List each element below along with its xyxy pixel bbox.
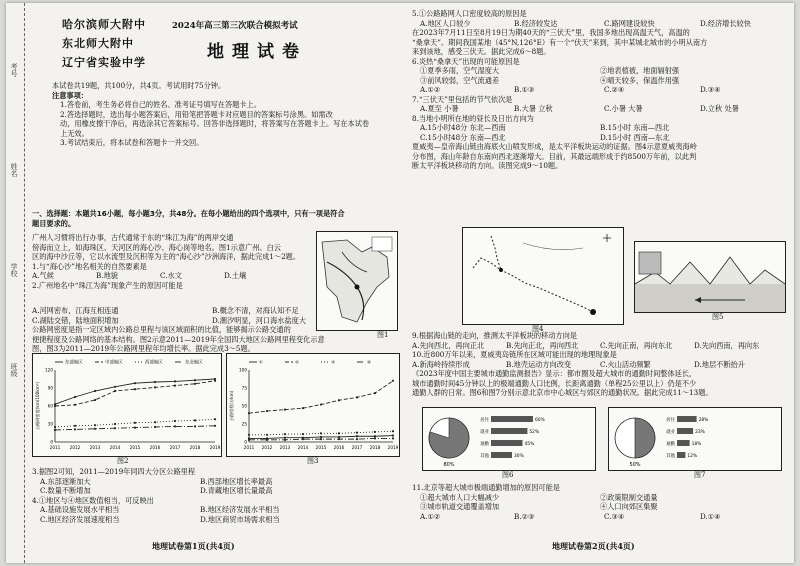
passage-line: “桑拿天”。期间我国某地（45°N,126°E）有一个“伏天”来到，其中某城北城市的小明从南方: [412, 37, 708, 47]
data-point: [214, 425, 216, 427]
y-tick-label: 75: [241, 385, 247, 391]
bar-value-label: 45%: [524, 442, 535, 447]
x-tick-label: 2014: [109, 445, 121, 450]
x-tick-label: 2014: [297, 445, 309, 450]
data-point: [114, 390, 116, 392]
data-point: [266, 410, 268, 412]
x-tick-label: 2015: [129, 445, 141, 450]
y-tick-label: 0: [244, 439, 247, 445]
instruction-item: 2.答选择题时，选出每小题答案后，用铅笔把答题卡对应题目的答案标号涂黑。如需改: [60, 109, 333, 119]
data-point: [284, 409, 286, 411]
option: ②地表植被，地面辐射强: [600, 66, 680, 75]
bar: [491, 452, 512, 458]
data-point: [194, 383, 196, 385]
data-point: [356, 396, 358, 398]
data-point: [266, 439, 268, 441]
figure-6-svg: [423, 408, 595, 470]
data-point: [54, 426, 56, 428]
option: D.立秋 处暑: [700, 104, 739, 113]
bar: [491, 416, 533, 422]
bar-value-label: 23%: [695, 430, 705, 435]
question-stem: 9.根据海山链的走向，推测太平洋板块的移动方向是: [412, 331, 577, 340]
question-stem: 5.①公路路网人口密度较高的原因是: [412, 9, 527, 18]
instruction-item: 1.答卷前，考生务必将自己的姓名、准考证号填写在答题卡上。: [60, 100, 261, 109]
data-point: [374, 392, 376, 394]
data-point: [114, 427, 116, 429]
passage-line: 傍海而立上，如海珠区、天河区的海心沙、海心岗等地名。图1示意广州、白云: [32, 242, 281, 252]
series-line: [55, 381, 215, 406]
option: A.东部逐渐加大: [40, 476, 91, 486]
data-point: [302, 438, 304, 440]
data-point: [174, 385, 176, 387]
bar: [677, 428, 693, 434]
option: D.青藏地区增长量最高: [200, 486, 273, 495]
bar-category-label: 就业: [666, 430, 675, 435]
data-point: [74, 428, 76, 430]
figure-3-svg: [227, 354, 399, 456]
option: D.①④: [700, 511, 721, 521]
option: D.土壤: [224, 271, 247, 280]
exam-title: 2024年高三第三次联合模拟考试: [172, 21, 298, 31]
passage-line: 《2023年度中国主要城市通勤监测报告》显示：都市圈及超大城市的通勤时间整体延长，: [412, 369, 697, 378]
x-tick-label: 2019: [387, 445, 399, 450]
legend-label: ④: [367, 360, 371, 366]
data-point: [74, 404, 76, 406]
x-tick-label: 2012: [69, 445, 81, 450]
option: A.新海岭持续形成: [412, 359, 470, 369]
option: A.地区人口较少: [420, 18, 471, 28]
bar-value-label: 30%: [514, 454, 524, 459]
question-stem: 2.广州地名中“珠江为海”现象产生的原因可能是: [32, 280, 183, 290]
figure-4-map: [462, 227, 624, 325]
data-point: [248, 434, 250, 436]
section-title: 题目要求的。: [32, 218, 76, 228]
question-stem: 11.北京等超大城市极端通勤增加的原因可能是: [412, 483, 560, 492]
option: B.②③: [514, 511, 535, 521]
x-tick-label: 2015: [315, 445, 327, 450]
passage-line: 公路网密度是指一定区域内公路总里程与该区域面积的比值，能够揭示公路交通的: [32, 325, 291, 334]
data-point: [54, 429, 56, 431]
data-point: [338, 438, 340, 440]
data-point: [94, 424, 96, 426]
passage-line: 城市通勤时间45分钟以上的极端通勤人口比例，长距离通勤（单程25公里以上）仍是不少: [412, 378, 697, 388]
option: B.先向正北，再向西北: [506, 340, 579, 350]
data-point: [134, 427, 136, 429]
y-tick-label: 60: [47, 403, 53, 409]
x-tick-label: 2013: [279, 445, 291, 450]
bar-value-label: 12%: [687, 454, 698, 459]
option: B.地貌: [96, 271, 118, 280]
bar-category-label: 居住: [480, 418, 489, 423]
bar-value-label: 18%: [691, 442, 702, 447]
data-point: [266, 434, 268, 436]
passage-line: 在2023年7月11日至8月19日为期40天的“三伏天”里，我国多地出现高温天气，高温的: [412, 28, 690, 37]
passage-line: 来到该地，感受三伏天。据此完成6～8题。: [412, 47, 551, 56]
data-point: [74, 396, 76, 398]
x-tick-label: 2018: [369, 445, 381, 450]
option: ④晴天较多，保温作用强: [600, 75, 680, 85]
y-tick-label: 25: [241, 421, 247, 427]
binding-label: 考号: [10, 63, 18, 77]
binding-label: 班级: [10, 363, 18, 377]
map-graphic: [317, 232, 397, 330]
instruction-item: 上无效。: [60, 128, 89, 138]
option: C.小暑 大暑: [604, 104, 643, 113]
option: B.大暑 立秋: [514, 104, 553, 113]
option: A.15小时48分 东北—西南: [420, 123, 506, 132]
seamount-map: [463, 228, 623, 324]
page-2: [412, 9, 788, 557]
figure-2-chart: [32, 353, 222, 457]
data-point: [194, 425, 196, 427]
x-tick-label: 2016: [149, 445, 161, 450]
option: B.经济较发达: [514, 18, 558, 28]
option: A.①②: [420, 85, 441, 94]
option: D.经济增长较快: [700, 18, 751, 28]
section-title: 一、选择题：本题共16小题，每小题3分，共48分。在每小题给出的四个选项中，只有一项是符合: [32, 209, 345, 218]
data-point: [284, 437, 286, 439]
option: B.概念不清，对海认知不足: [212, 306, 299, 315]
data-point: [248, 439, 250, 441]
data-point: [134, 388, 136, 390]
question-stem: 4.①地区与④地区数值相当，可反映出: [32, 495, 154, 505]
data-point: [374, 435, 376, 437]
x-tick-label: 2012: [261, 445, 273, 450]
school-name: 东北师大附中: [62, 37, 134, 50]
data-point: [320, 432, 322, 434]
questions-9-10: [412, 331, 788, 398]
data-point: [284, 439, 286, 441]
option: A.气候: [32, 271, 54, 280]
instructions: [52, 81, 397, 148]
option: C.数量不断增加: [40, 486, 91, 495]
data-point: [392, 434, 394, 436]
x-tick-label: 2013: [89, 445, 101, 450]
data-point: [302, 407, 304, 409]
data-point: [374, 431, 376, 433]
x-tick-label: 2019: [209, 445, 221, 450]
option: D.地区商贸市场需求相当: [200, 514, 280, 524]
figure-6-chart: [422, 407, 596, 471]
legend-label: 中部地区: [105, 360, 123, 366]
questions-3-4: [32, 467, 400, 524]
data-point: [114, 423, 116, 425]
passage-1: [32, 233, 304, 290]
y-tick-label: 50: [241, 403, 247, 409]
legend-label: ②: [295, 360, 299, 366]
figure-label: 图7: [694, 471, 706, 479]
option: ③城市轨道交通覆盖增加: [420, 502, 500, 511]
option: ①夏季多雨，空气湿度大: [420, 66, 500, 75]
x-tick-label: 2011: [243, 445, 255, 450]
option: B.①③: [514, 85, 535, 94]
bar-category-label: 通勤: [666, 442, 675, 447]
figure-7-chart: [608, 407, 782, 471]
data-point: [392, 430, 394, 432]
data-point: [154, 421, 156, 423]
option: D.15小时 西南—东北: [600, 132, 670, 142]
school-name: 辽宁省实验中学: [62, 56, 146, 69]
bar-value-label: 28%: [698, 418, 709, 423]
option: C.湖陆交错，陆地面积增加: [32, 315, 119, 325]
data-point: [154, 386, 156, 388]
data-point: [194, 379, 196, 381]
passage-line: 图，图3为2011—2019年公路网里程年均增长率。据此完成3～5题。: [32, 344, 255, 353]
figure-1-map: [316, 231, 398, 331]
option: C.③④: [604, 511, 625, 521]
legend-label: ③: [331, 360, 335, 366]
question-11: [412, 483, 788, 521]
data-point: [392, 380, 394, 382]
data-point: [54, 405, 56, 407]
bar: [677, 452, 685, 458]
section-1-title: [32, 209, 400, 228]
data-point: [356, 435, 358, 437]
data-point: [356, 438, 358, 440]
data-point: [174, 425, 176, 427]
bar-category-label: 居住: [666, 418, 675, 423]
legend-label: 东部地区: [65, 360, 83, 366]
passage-line: 广州人习惯将出行办事，古代通常于东的“珠江为海”的两岸交通: [32, 233, 234, 242]
x-tick-label: 2018: [189, 445, 201, 450]
data-point: [194, 419, 196, 421]
question-stem: 3.据图2可知，2011—2019年同四大分区公路里程: [32, 467, 196, 476]
figure-label: 图2: [117, 457, 129, 465]
option: C.地区经济发展速度相当: [40, 514, 120, 524]
bar: [491, 428, 527, 434]
option: D.③④: [700, 85, 721, 94]
option: D.先向西南，再向东: [694, 340, 760, 350]
option: C.②④: [604, 85, 625, 94]
bar: [677, 416, 697, 422]
data-point: [284, 433, 286, 435]
bar: [491, 440, 523, 446]
question-stem: 7.“三伏天”里包括的节气依次是: [412, 94, 513, 104]
data-point: [174, 380, 176, 382]
option: ③前风较弱，空气流通差: [420, 75, 500, 85]
instruction-item: 3.考试结束后，将本试卷和答题卡一并交回。: [60, 138, 204, 147]
legend-label: ①: [259, 360, 263, 366]
bar-category-label: 通勤: [480, 442, 489, 447]
data-point: [302, 433, 304, 435]
data-point: [94, 390, 96, 392]
figure-5-diagram: [634, 241, 786, 313]
option: C.先向正南，再向东北: [600, 340, 673, 350]
passage-line: 通勤人群的日常。图6和图7分别示意北京市中心城区与郊区的通勤状况。据此完成11～13题。: [412, 388, 713, 397]
data-point: [74, 425, 76, 427]
figure-label: 图5: [712, 313, 724, 321]
pie-slice: [635, 418, 655, 458]
option: C.路网建设较快: [604, 18, 655, 28]
bar: [677, 440, 690, 446]
question-stem: 1.与“海心沙”地名相关的自然要素是: [32, 261, 147, 271]
data-point: [248, 412, 250, 414]
instructions-heading: 注意事项：: [52, 90, 88, 100]
subject-title: 地理试卷: [207, 42, 307, 62]
passage-line: 便捷程度及公路网络的基本结构。图2示意2011—2019年全国四大地区公路网里程变化示意: [32, 334, 325, 344]
data-point: [214, 418, 216, 420]
option: C.火山活动频繁: [600, 359, 651, 369]
option: A.基础设施发展水平相当: [40, 505, 120, 514]
page-1: [32, 9, 400, 557]
question-stem: 8.当地小明所在地的昼长及日出方向为: [412, 113, 534, 123]
pie-value-label: 80%: [443, 462, 455, 468]
y-tick-label: 90: [47, 385, 53, 391]
data-point: [356, 432, 358, 434]
option: D.地层不断抬升: [694, 359, 745, 369]
figure-3-chart: [226, 353, 400, 457]
question-options: [32, 271, 304, 281]
binding-margin: [6, 3, 25, 563]
passage-line: 夏威夷—皇帝海山链由海底火山喷发形成，是太平洋板块运动的证据。图4示意夏威夷海岭: [412, 142, 697, 151]
option: A.河网密布，江海互相连通: [32, 306, 119, 315]
data-point: [94, 399, 96, 401]
exam-sheet: [6, 3, 794, 563]
legend-label: 东北地区: [185, 360, 203, 366]
data-point: [320, 436, 322, 438]
passage-line: 区的海中沙丘等，它以水流型及沉积等为主的“海心沙”沙洲海洋，据此完成1～2题。: [32, 252, 301, 261]
figure-label: 图4: [532, 325, 544, 333]
data-point: [320, 403, 322, 405]
figure-label: 图1: [377, 331, 389, 339]
option: ②政策限制交通量: [600, 492, 658, 502]
option: A.①②: [420, 511, 441, 521]
data-point: [174, 420, 176, 422]
bar-category-label: 就业: [480, 430, 489, 435]
option: C.水文: [160, 271, 182, 280]
x-tick-label: 2016: [333, 445, 345, 450]
data-point: [320, 438, 322, 440]
pie-value-label: 50%: [629, 462, 641, 468]
option: B.15小时 东南—西北: [600, 123, 670, 132]
y-tick-label: 120: [45, 367, 53, 373]
y-tick-label: 0: [50, 439, 53, 445]
data-point: [94, 428, 96, 430]
x-tick-label: 2017: [169, 445, 181, 450]
option: A.先向西北，再向正北: [412, 340, 485, 350]
option: A.夏至 小暑: [420, 104, 459, 113]
data-point: [214, 380, 216, 382]
option: B.地壳运动方向改变: [506, 359, 572, 369]
figure-7-svg: [609, 408, 781, 470]
bar-value-label: 60%: [535, 418, 545, 423]
option: ④人口向郊区集聚: [600, 502, 658, 511]
data-point: [338, 436, 340, 438]
data-point: [134, 422, 136, 424]
data-point: [338, 399, 340, 401]
instruction-item: 动，用橡皮擦干净后，再选涂其它答案标号。回答非选择题时，将答案写在答题卡上。写在本试卷: [60, 119, 370, 128]
bar-value-label: 52%: [529, 430, 540, 435]
legend-label: 西部地区: [145, 360, 163, 366]
x-tick-label: 2011: [49, 445, 61, 450]
y-axis-label: 公路网密度(km/100km²): [35, 381, 40, 431]
school-name: 哈尔滨师大附中: [62, 18, 146, 31]
y-tick-label: 30: [47, 421, 53, 427]
option: C.15小时48分 东南—西北: [420, 132, 506, 142]
passage-line: 断太平洋板块移动的方向。读图完成9～10题。: [412, 161, 563, 170]
figure-label: 图3: [307, 457, 319, 465]
option: ①超大城市人口大幅减少: [420, 492, 500, 502]
question-stem: 6.炎热“桑拿天”出现的可能原因是: [412, 56, 520, 66]
page-footer: 地理试卷第1页(共4页): [152, 541, 235, 551]
series-line: [249, 381, 393, 413]
option: B.西部地区增长率最高: [200, 476, 273, 486]
y-axis-label: 公路里程(万km): [229, 390, 234, 422]
data-point: [392, 437, 394, 439]
binding-label: 姓名: [10, 163, 18, 177]
instructions-intro: 本试卷共19题，共100分，共4页。考试用时75分钟。: [52, 81, 226, 90]
option: D.潮汐明显，河口海水盐度大: [212, 315, 307, 325]
figure-label: 图6: [502, 471, 514, 479]
data-point: [338, 432, 340, 434]
x-tick-label: 2017: [351, 445, 363, 450]
data-point: [154, 381, 156, 383]
page-footer: 地理试卷第2页(共4页): [552, 541, 635, 551]
passage-line: 分布图，海山年龄自东南向西北逐渐增大。目前，其最远端形成于约8500万年前，以此判: [412, 151, 697, 161]
bar-category-label: 其他: [480, 454, 489, 459]
y-tick-label: 100: [239, 367, 247, 373]
data-point: [134, 382, 136, 384]
data-point: [374, 437, 376, 439]
question-stem: 10.近800万年以来，夏威夷岛链所在区域可能出现的地理现象是: [412, 350, 617, 359]
data-point: [154, 426, 156, 428]
school-list: [62, 15, 164, 72]
binding-label: 学校: [10, 263, 18, 277]
option: B.地区经济发展水平相当: [200, 505, 280, 514]
plate-diagram: [635, 242, 785, 312]
bar-category-label: 其他: [666, 454, 675, 459]
data-point: [114, 386, 116, 388]
figure-2-svg: [33, 354, 221, 456]
